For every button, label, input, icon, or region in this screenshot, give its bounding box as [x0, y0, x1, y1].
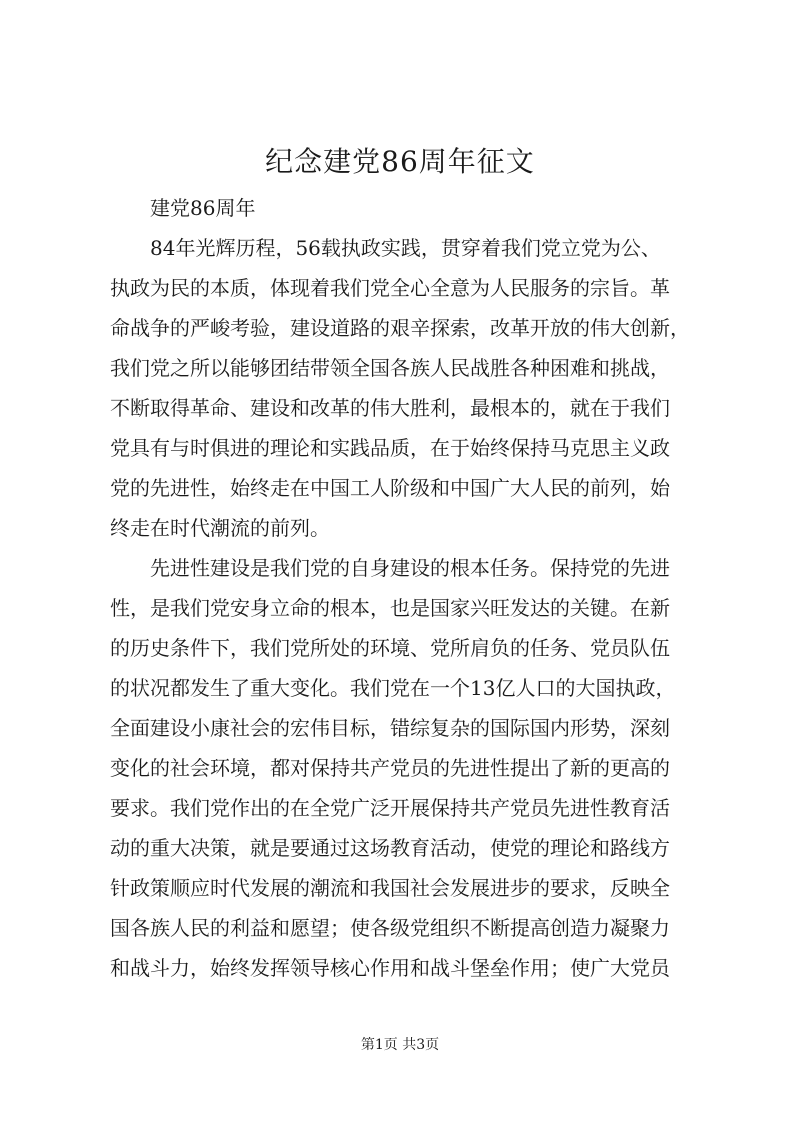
- paragraph-line: 针政策顺应时代发展的潮流和我国社会发展进步的要求，反映全: [110, 876, 670, 900]
- paragraph-line: 命战争的严峻考验，建设道路的艰辛探索，改革开放的伟大创新，: [110, 316, 690, 340]
- paragraph-line: 党的先进性，始终走在中国工人阶级和中国广大人民的前列，始: [110, 476, 670, 500]
- paragraph-line: 终走在时代潮流的前列。: [110, 516, 330, 540]
- paragraph-line: 我们党之所以能够团结带领全国各族人民战胜各种困难和挑战，: [110, 356, 670, 380]
- paragraph-line: 党具有与时俱进的理论和实践品质，在于始终保持马克思主义政: [110, 436, 670, 460]
- page-title: 纪念建党86周年征文: [265, 145, 535, 178]
- paragraph-line: 的状况都发生了重大变化。我们党在一个13亿人口的大国执政，: [110, 676, 676, 700]
- paragraph-line: 性，是我们党安身立命的根本，也是国家兴旺发达的关键。在新: [110, 596, 670, 620]
- paragraph-line: 和战斗力，始终发挥领导核心作用和战斗堡垒作用；使广大党员: [110, 956, 670, 980]
- paragraph-line: 要求。我们党作出的在全党广泛开展保持共产党员先进性教育活: [110, 796, 670, 820]
- paragraph-line: 全面建设小康社会的宏伟目标，错综复杂的国际国内形势，深刻: [110, 716, 670, 740]
- paragraph-line: 国各族人民的利益和愿望；使各级党组织不断提高创造力凝聚力: [110, 916, 670, 940]
- paragraph-line: 84年光辉历程，56载执政实践，贯穿着我们党立党为公、: [150, 236, 661, 260]
- paragraph-line: 不断取得革命、建设和改革的伟大胜利，最根本的，就在于我们: [110, 396, 670, 420]
- paragraph-line: 变化的社会环境，都对保持共产党员的先进性提出了新的更高的: [110, 756, 670, 780]
- paragraph-line: 先进性建设是我们党的自身建设的根本任务。保持党的先进: [150, 556, 670, 580]
- paragraph-line: 的历史条件下，我们党所处的环境、党所肩负的任务、党员队伍: [110, 636, 670, 660]
- paragraph-line: 执政为民的本质，体现着我们党全心全意为人民服务的宗旨。革: [110, 276, 670, 300]
- page-footer: 第1页 共3页: [360, 1037, 440, 1053]
- subtitle: 建党86周年: [150, 196, 256, 220]
- paragraph-line: 动的重大决策，就是要通过这场教育活动，使党的理论和路线方: [110, 836, 670, 860]
